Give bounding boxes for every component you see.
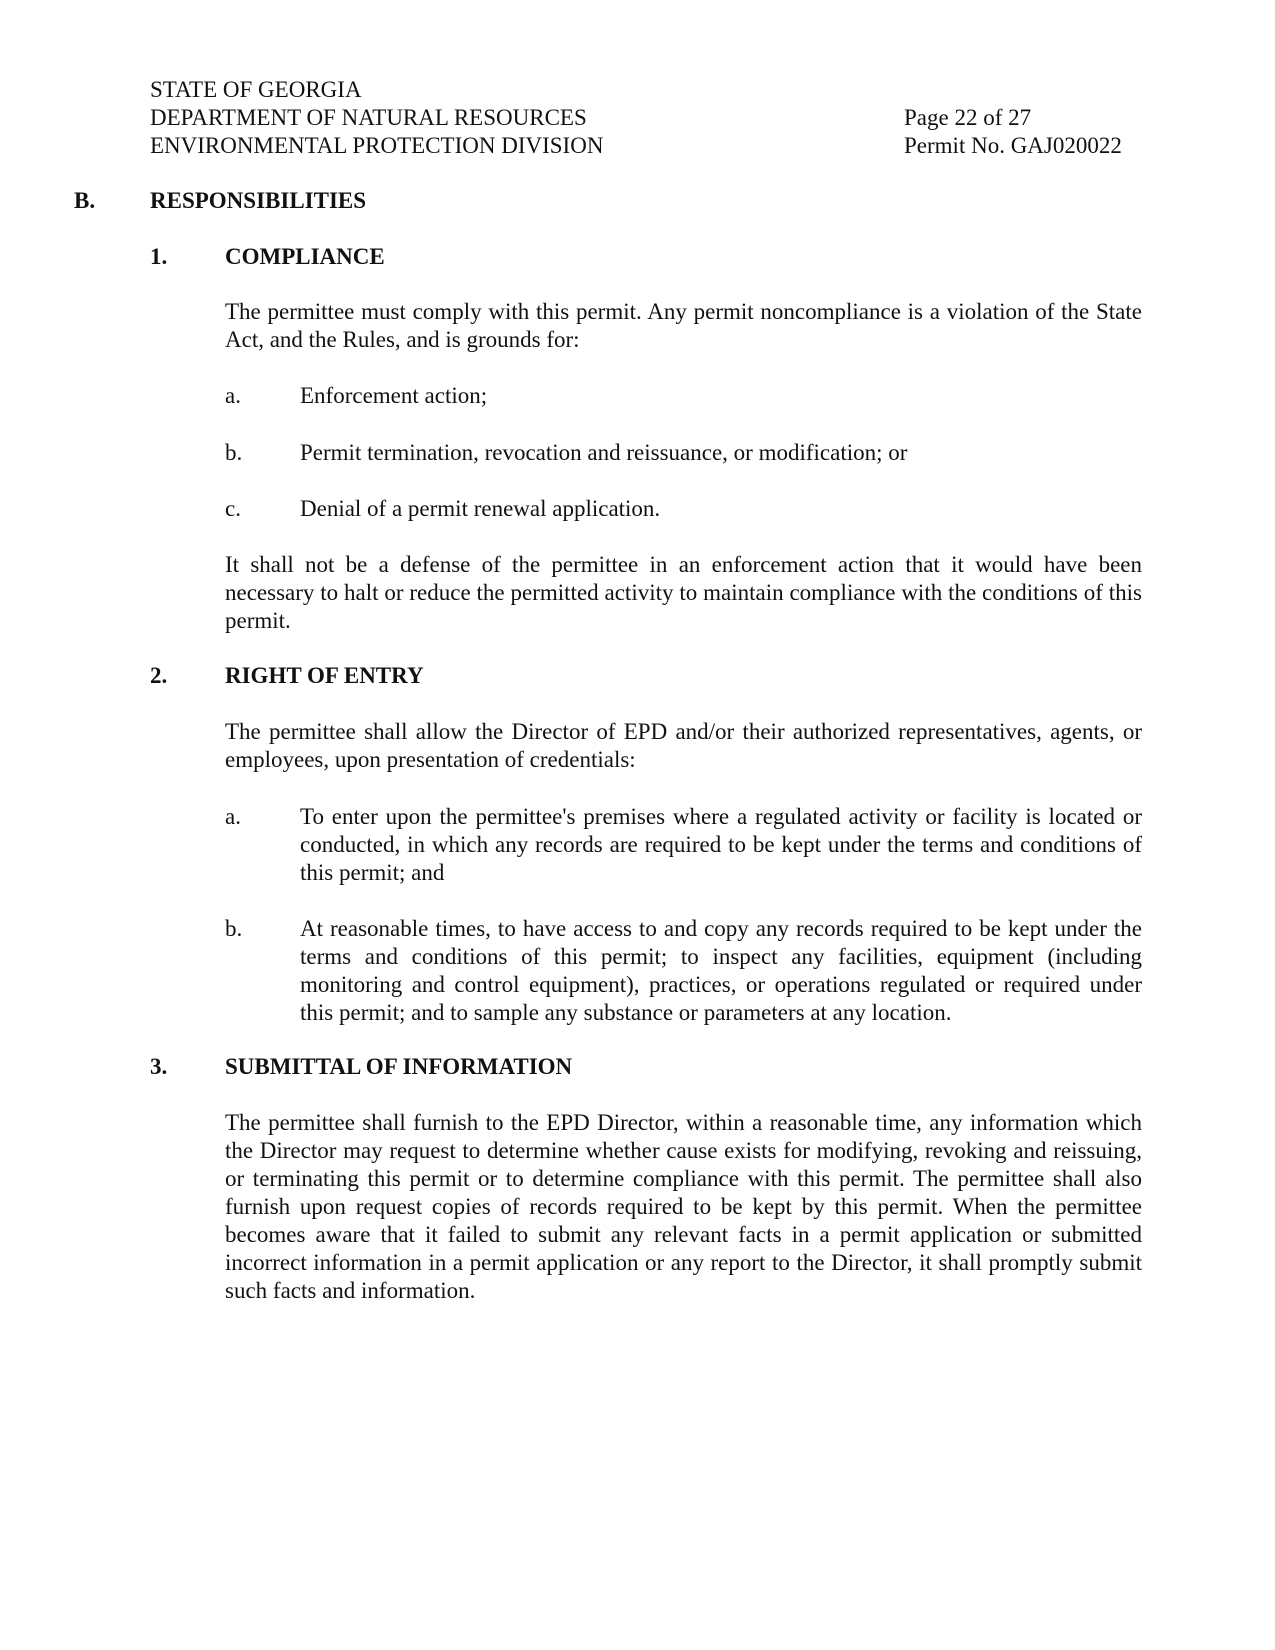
compliance-intro: The permittee must comply with this permit. Any permit noncompliance is a violation of the State Act, and the Rules, and is grounds for: xyxy=(225,299,1142,352)
list-item-label: c. xyxy=(225,496,241,521)
entry-number: 2. xyxy=(150,663,168,688)
state-name: STATE OF GEORGIA xyxy=(150,77,362,102)
section-label: B. xyxy=(74,188,96,213)
list-item-label: b. xyxy=(225,916,243,941)
list-item-label: a. xyxy=(225,804,241,829)
list-item-text: To enter upon the permittee's premises where a regulated activity or facility is located or conducted, in which any records are required to be kept under the terms and conditions of this permit; and xyxy=(300,804,1142,885)
page-number: Page 22 of 27 xyxy=(904,105,1032,130)
list-item-text: Permit termination, revocation and reissuance, or modification; or xyxy=(300,440,908,465)
page-info xyxy=(904,104,1122,160)
compliance-title: COMPLIANCE xyxy=(225,244,385,269)
list-item-label: a. xyxy=(225,383,241,408)
submittal-number: 3. xyxy=(150,1054,168,1079)
submittal-body: The permittee shall furnish to the EPD Director, within a reasonable time, any information which the Director may request to determine whether cause exists for modifying, revoking and reissuing, or terminating this permit or to determine compliance with this permit. The permittee shall also furnish upon request copies of records required to be kept by this permit. When the permittee becomes aware that it failed to submit any relevant facts in a permit application or submitted incorrect information in a permit application or any report to the Director, it shall promptly submit such facts and information. xyxy=(225,1110,1142,1303)
submittal-title: SUBMITTAL OF INFORMATION xyxy=(225,1054,573,1079)
division-name: ENVIRONMENTAL PROTECTION DIVISION xyxy=(150,133,604,158)
list-item-text: Denial of a permit renewal application. xyxy=(300,496,661,521)
entry-intro: The permittee shall allow the Director of EPD and/or their authorized representatives, agents, or employees, upon presentation of credentials: xyxy=(225,719,1142,772)
section-title: RESPONSIBILITIES xyxy=(150,188,367,213)
list-item-text: Enforcement action; xyxy=(300,383,488,408)
permit-number: Permit No. GAJ020022 xyxy=(904,133,1122,158)
department-name: DEPARTMENT OF NATURAL RESOURCES xyxy=(150,105,587,130)
compliance-closing: It shall not be a defense of the permittee in an enforcement action that it would have been necessary to halt or reduce the permitted activity to maintain compliance with the conditions of this permit. xyxy=(225,552,1142,633)
agency-header xyxy=(150,76,603,160)
list-item-text: At reasonable times, to have access to and copy any records required to be kept under the terms and conditions of this permit; to inspect any facilities, equipment (including monitoring and control equipment), practices, or operations regulated or required under this permit; and to sample any substance or parameters at any location. xyxy=(300,916,1142,1025)
entry-title: RIGHT OF ENTRY xyxy=(225,663,424,688)
list-item-label: b. xyxy=(225,440,243,465)
compliance-number: 1. xyxy=(150,244,168,269)
